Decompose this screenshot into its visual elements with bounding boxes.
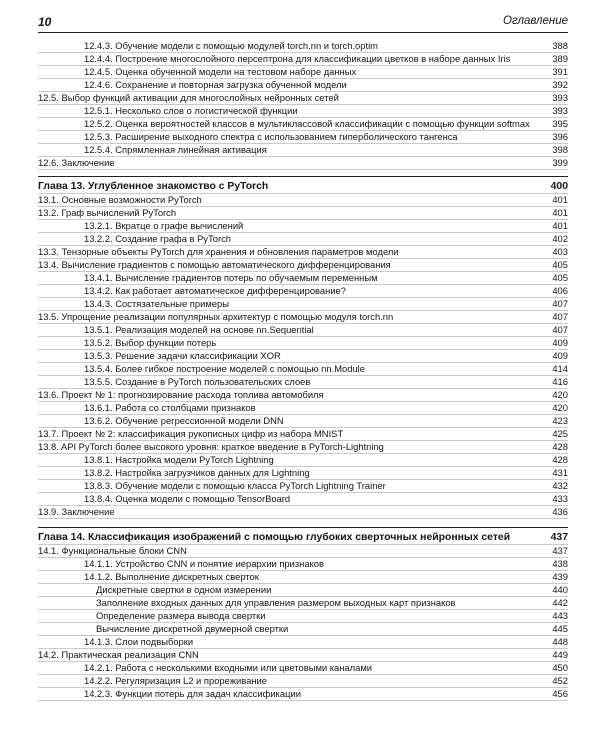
toc-entry-page: 402: [552, 233, 568, 245]
toc-entry-title: 13.4.1. Вычисление градиентов потерь по обучаемым переменным: [84, 272, 378, 284]
toc-entry[interactable]: [38, 584, 568, 597]
toc-entry-page: 405: [552, 272, 568, 284]
toc-entry-page: 450: [552, 662, 568, 674]
toc-entry-title: 13.7. Проект № 2: классификация рукописных цифр из набора MNIST: [38, 427, 344, 439]
toc-entry-title: 13.2.1. Вкратце о графе вычислений: [84, 220, 244, 232]
toc-entry-page: 420: [552, 401, 568, 413]
toc-entry[interactable]: [38, 40, 568, 53]
toc-entry[interactable]: [38, 66, 568, 79]
toc-entry-title: 12.5.1. Несколько слов о логистической функции: [84, 104, 298, 116]
toc-entry[interactable]: [38, 337, 568, 350]
toc-entry-title: Определение размера вывода свертки: [96, 610, 266, 622]
toc-entry[interactable]: [38, 688, 568, 701]
toc-entry-title: Заполнение входных данных для управления размером выходных карт признаков: [96, 597, 456, 609]
toc-entry[interactable]: [38, 376, 568, 389]
toc-entry-title: 14.1.2. Выполнение дискретных сверток: [84, 571, 259, 583]
toc-entry-page: 403: [552, 246, 568, 258]
toc-entry-page: 388: [552, 40, 568, 51]
toc-entry-title: 13.9. Заключение: [38, 505, 115, 517]
toc-entry-page: 409: [552, 337, 568, 349]
table-of-contents: [38, 40, 568, 701]
toc-entry[interactable]: [38, 636, 568, 649]
toc-entry-page: 393: [552, 91, 568, 103]
toc-entry-title: 12.4.5. Оценка обученной модели на тестовом наборе данных: [84, 65, 357, 77]
toc-entry-title: Вычисление дискретной двумерной свертки: [96, 623, 289, 635]
toc-entry-page: 433: [552, 492, 568, 504]
toc-entry-title: 13.2. Граф вычислений PyTorch: [38, 207, 177, 219]
toc-entry-page: 436: [552, 505, 568, 517]
toc-entry[interactable]: [38, 571, 568, 584]
toc-entry-title: 14.1.3. Слои подвыборки: [84, 636, 194, 648]
toc-chapter-entry[interactable]: [38, 176, 568, 194]
toc-entry[interactable]: [38, 402, 568, 415]
toc-entry-title: 12.5.4. Спрямленная линейная активация: [84, 143, 267, 155]
toc-entry-title: 14.2. Практическая реализация CNN: [38, 649, 199, 661]
toc-entry-page: 391: [552, 65, 568, 77]
toc-entry-page: 399: [552, 156, 568, 168]
toc-entry-page: 445: [552, 623, 568, 635]
toc-entry[interactable]: [38, 623, 568, 636]
toc-entry[interactable]: [38, 467, 568, 480]
toc-entry-page: 409: [552, 350, 568, 362]
toc-entry-title: 13.6.1. Работа со столбцами признаков: [84, 401, 256, 413]
toc-entry-page: 398: [552, 143, 568, 155]
toc-entry-page: 401: [552, 194, 568, 206]
toc-entry-page: 392: [552, 78, 568, 90]
toc-entry[interactable]: [38, 259, 568, 272]
toc-entry-title: 13.8. API PyTorch более высокого уровня: краткое введение в PyTorch-Lightning: [38, 440, 384, 452]
toc-entry[interactable]: [38, 493, 568, 506]
toc-entry-page: 406: [552, 285, 568, 297]
toc-entry-title: 14.1. Функциональные блоки CNN: [38, 545, 187, 557]
toc-entry-page: 425: [552, 427, 568, 439]
toc-entry-page: 431: [552, 466, 568, 478]
toc-entry-title: 12.4.6. Сохранение и повторная загрузка обученной модели: [84, 78, 347, 90]
toc-entry-title: 13.3. Тензорные объекты PyTorch для хранения и обновления параметров модели: [38, 246, 399, 258]
toc-entry-title: Глава 13. Углубленное знакомство с PyTorch: [38, 180, 269, 192]
toc-entry-title: 13.8.2. Настройка загрузчиков данных для Lightning: [84, 466, 310, 478]
toc-entry[interactable]: [38, 480, 568, 493]
toc-entry[interactable]: [38, 105, 568, 118]
toc-entry-page: 439: [552, 571, 568, 583]
toc-entry-page: 405: [552, 259, 568, 271]
toc-chapter-entry[interactable]: [38, 527, 568, 545]
toc-entry-page: 449: [552, 649, 568, 661]
toc-entry[interactable]: [38, 144, 568, 157]
toc-entry-page: 456: [552, 688, 568, 700]
toc-entry-title: 13.6. Проект № 1: прогнозирование расхода топлива автомобиля: [38, 389, 324, 400]
toc-entry-title: 12.6. Заключение: [38, 156, 115, 168]
toc-entry[interactable]: [38, 662, 568, 675]
toc-entry-page: 414: [552, 363, 568, 375]
toc-entry-page: 407: [552, 311, 568, 323]
toc-entry-page: 428: [552, 440, 568, 452]
toc-entry[interactable]: [38, 324, 568, 337]
toc-entry-title: 13.4.2. Как работает автоматическое дифференцирование?: [84, 285, 346, 297]
toc-entry-page: 423: [552, 414, 568, 426]
toc-entry-title: 14.2.3. Функции потерь для задач классификации: [84, 688, 301, 700]
toc-entry[interactable]: [38, 350, 568, 363]
toc-entry-page: 438: [552, 558, 568, 570]
toc-entry-page: 432: [552, 479, 568, 491]
toc-entry-page: 400: [550, 180, 568, 192]
toc-entry-page: 440: [552, 584, 568, 596]
running-title: Оглавление: [503, 15, 568, 27]
toc-entry[interactable]: [38, 272, 568, 285]
toc-entry[interactable]: [38, 389, 568, 402]
toc-entry-title: 13.5.4. Более гибкое построение моделей с помощью nn.Module: [84, 363, 365, 375]
toc-entry-title: 12.5.2. Оценка вероятностей классов в мультиклассовой классификации с помощью функции softmax: [84, 117, 530, 129]
toc-entry-page: 396: [552, 130, 568, 142]
toc-entry[interactable]: [38, 558, 568, 571]
toc-entry[interactable]: [38, 157, 568, 170]
toc-entry[interactable]: [38, 118, 568, 131]
toc-entry-title: 13.4. Вычисление градиентов с помощью автоматического дифференцирования: [38, 259, 391, 271]
toc-entry[interactable]: [38, 428, 568, 441]
toc-entry-title: 12.4.4. Построение многослойного персептрона для классификации цветков в наборе данных Iris: [84, 52, 511, 64]
toc-entry[interactable]: [38, 675, 568, 688]
toc-entry-title: 13.1. Основные возможности PyTorch: [38, 194, 202, 206]
toc-entry[interactable]: [38, 441, 568, 454]
toc-entry-title: 13.5.3. Решение задачи классификации XOR: [84, 350, 281, 362]
toc-entry-title: 13.8.4. Оценка модели с помощью TensorBoard: [84, 492, 291, 504]
toc-entry[interactable]: [38, 454, 568, 467]
toc-entry[interactable]: [38, 79, 568, 92]
toc-entry-title: 14.2.2. Регуляризация L2 и прореживание: [84, 675, 267, 687]
toc-entry-title: 12.4.3. Обучение модели с помощью модулей torch.nn и torch.optim: [84, 40, 378, 51]
toc-entry-title: 12.5.3. Расширение выходного спектра с использованием гиперболического тангенса: [84, 130, 458, 142]
toc-entry[interactable]: [38, 363, 568, 376]
toc-entry-page: 437: [552, 545, 568, 557]
toc-entry-title: 12.5. Выбор функций активации для многослойных нейронных сетей: [38, 91, 339, 103]
toc-entry[interactable]: [38, 220, 568, 233]
toc-entry-page: 407: [552, 298, 568, 310]
toc-entry[interactable]: [38, 285, 568, 298]
toc-entry[interactable]: [38, 194, 568, 207]
toc-entry[interactable]: [38, 311, 568, 324]
toc-entry-title: 13.5. Упрощение реализации популярных архитектур с помощью модуля torch.nn: [38, 311, 394, 323]
toc-entry[interactable]: [38, 207, 568, 220]
toc-entry[interactable]: [38, 53, 568, 66]
toc-entry[interactable]: [38, 298, 568, 311]
toc-entry[interactable]: [38, 415, 568, 428]
toc-entry-title: Дискретные свертки в одном измерении: [96, 584, 272, 596]
toc-entry-page: 437: [550, 531, 568, 543]
toc-entry-title: 13.6.2. Обучение регрессионной модели DNN: [84, 414, 284, 426]
toc-entry-page: 407: [552, 324, 568, 336]
toc-entry-title: 14.2.1. Работа с несколькими входными или цветовыми каналами: [84, 662, 373, 674]
toc-entry[interactable]: [38, 649, 568, 662]
toc-entry[interactable]: [38, 233, 568, 246]
toc-entry-page: 428: [552, 453, 568, 465]
toc-entry-page: 420: [552, 389, 568, 400]
toc-entry-title: Глава 14. Классификация изображений с помощью глубоких сверточных нейронных сетей: [38, 531, 511, 543]
page-number: 10: [38, 15, 52, 29]
toc-entry-page: 401: [552, 220, 568, 232]
toc-entry-page: 416: [552, 376, 568, 388]
toc-entry-title: 13.5.1. Реализация моделей на основе nn.Sequential: [84, 324, 314, 336]
toc-entry-title: 13.8.1. Настройка модели PyTorch Lightning: [84, 453, 274, 465]
toc-entry[interactable]: [38, 131, 568, 144]
toc-entry-page: 442: [552, 597, 568, 609]
toc-entry-page: 395: [552, 117, 568, 129]
toc-entry[interactable]: [38, 610, 568, 623]
toc-entry-page: 448: [552, 636, 568, 648]
toc-entry-title: 14.1.1. Устройство CNN и понятие иерархии признаков: [84, 558, 324, 570]
toc-entry[interactable]: [38, 92, 568, 105]
toc-entry-page: 452: [552, 675, 568, 687]
toc-entry-title: 13.5.2. Выбор функции потерь: [84, 337, 217, 349]
toc-entry-title: 13.2.2. Создание графа в PyTorch: [84, 233, 231, 245]
toc-entry-page: 401: [552, 207, 568, 219]
toc-entry[interactable]: [38, 545, 568, 558]
toc-entry-page: 389: [552, 52, 568, 64]
toc-entry-page: 393: [552, 104, 568, 116]
toc-entry-title: 13.8.3. Обучение модели с помощью класса PyTorch Lightning Trainer: [84, 479, 386, 491]
page-header: [38, 14, 568, 33]
toc-entry[interactable]: [38, 597, 568, 610]
toc-entry-title: 13.5.5. Создание в PyTorch пользовательских слоев: [84, 376, 311, 388]
toc-entry[interactable]: [38, 246, 568, 259]
toc-entry-page: 443: [552, 610, 568, 622]
toc-entry[interactable]: [38, 506, 568, 519]
toc-entry-title: 13.4.3. Состязательные примеры: [84, 298, 229, 310]
